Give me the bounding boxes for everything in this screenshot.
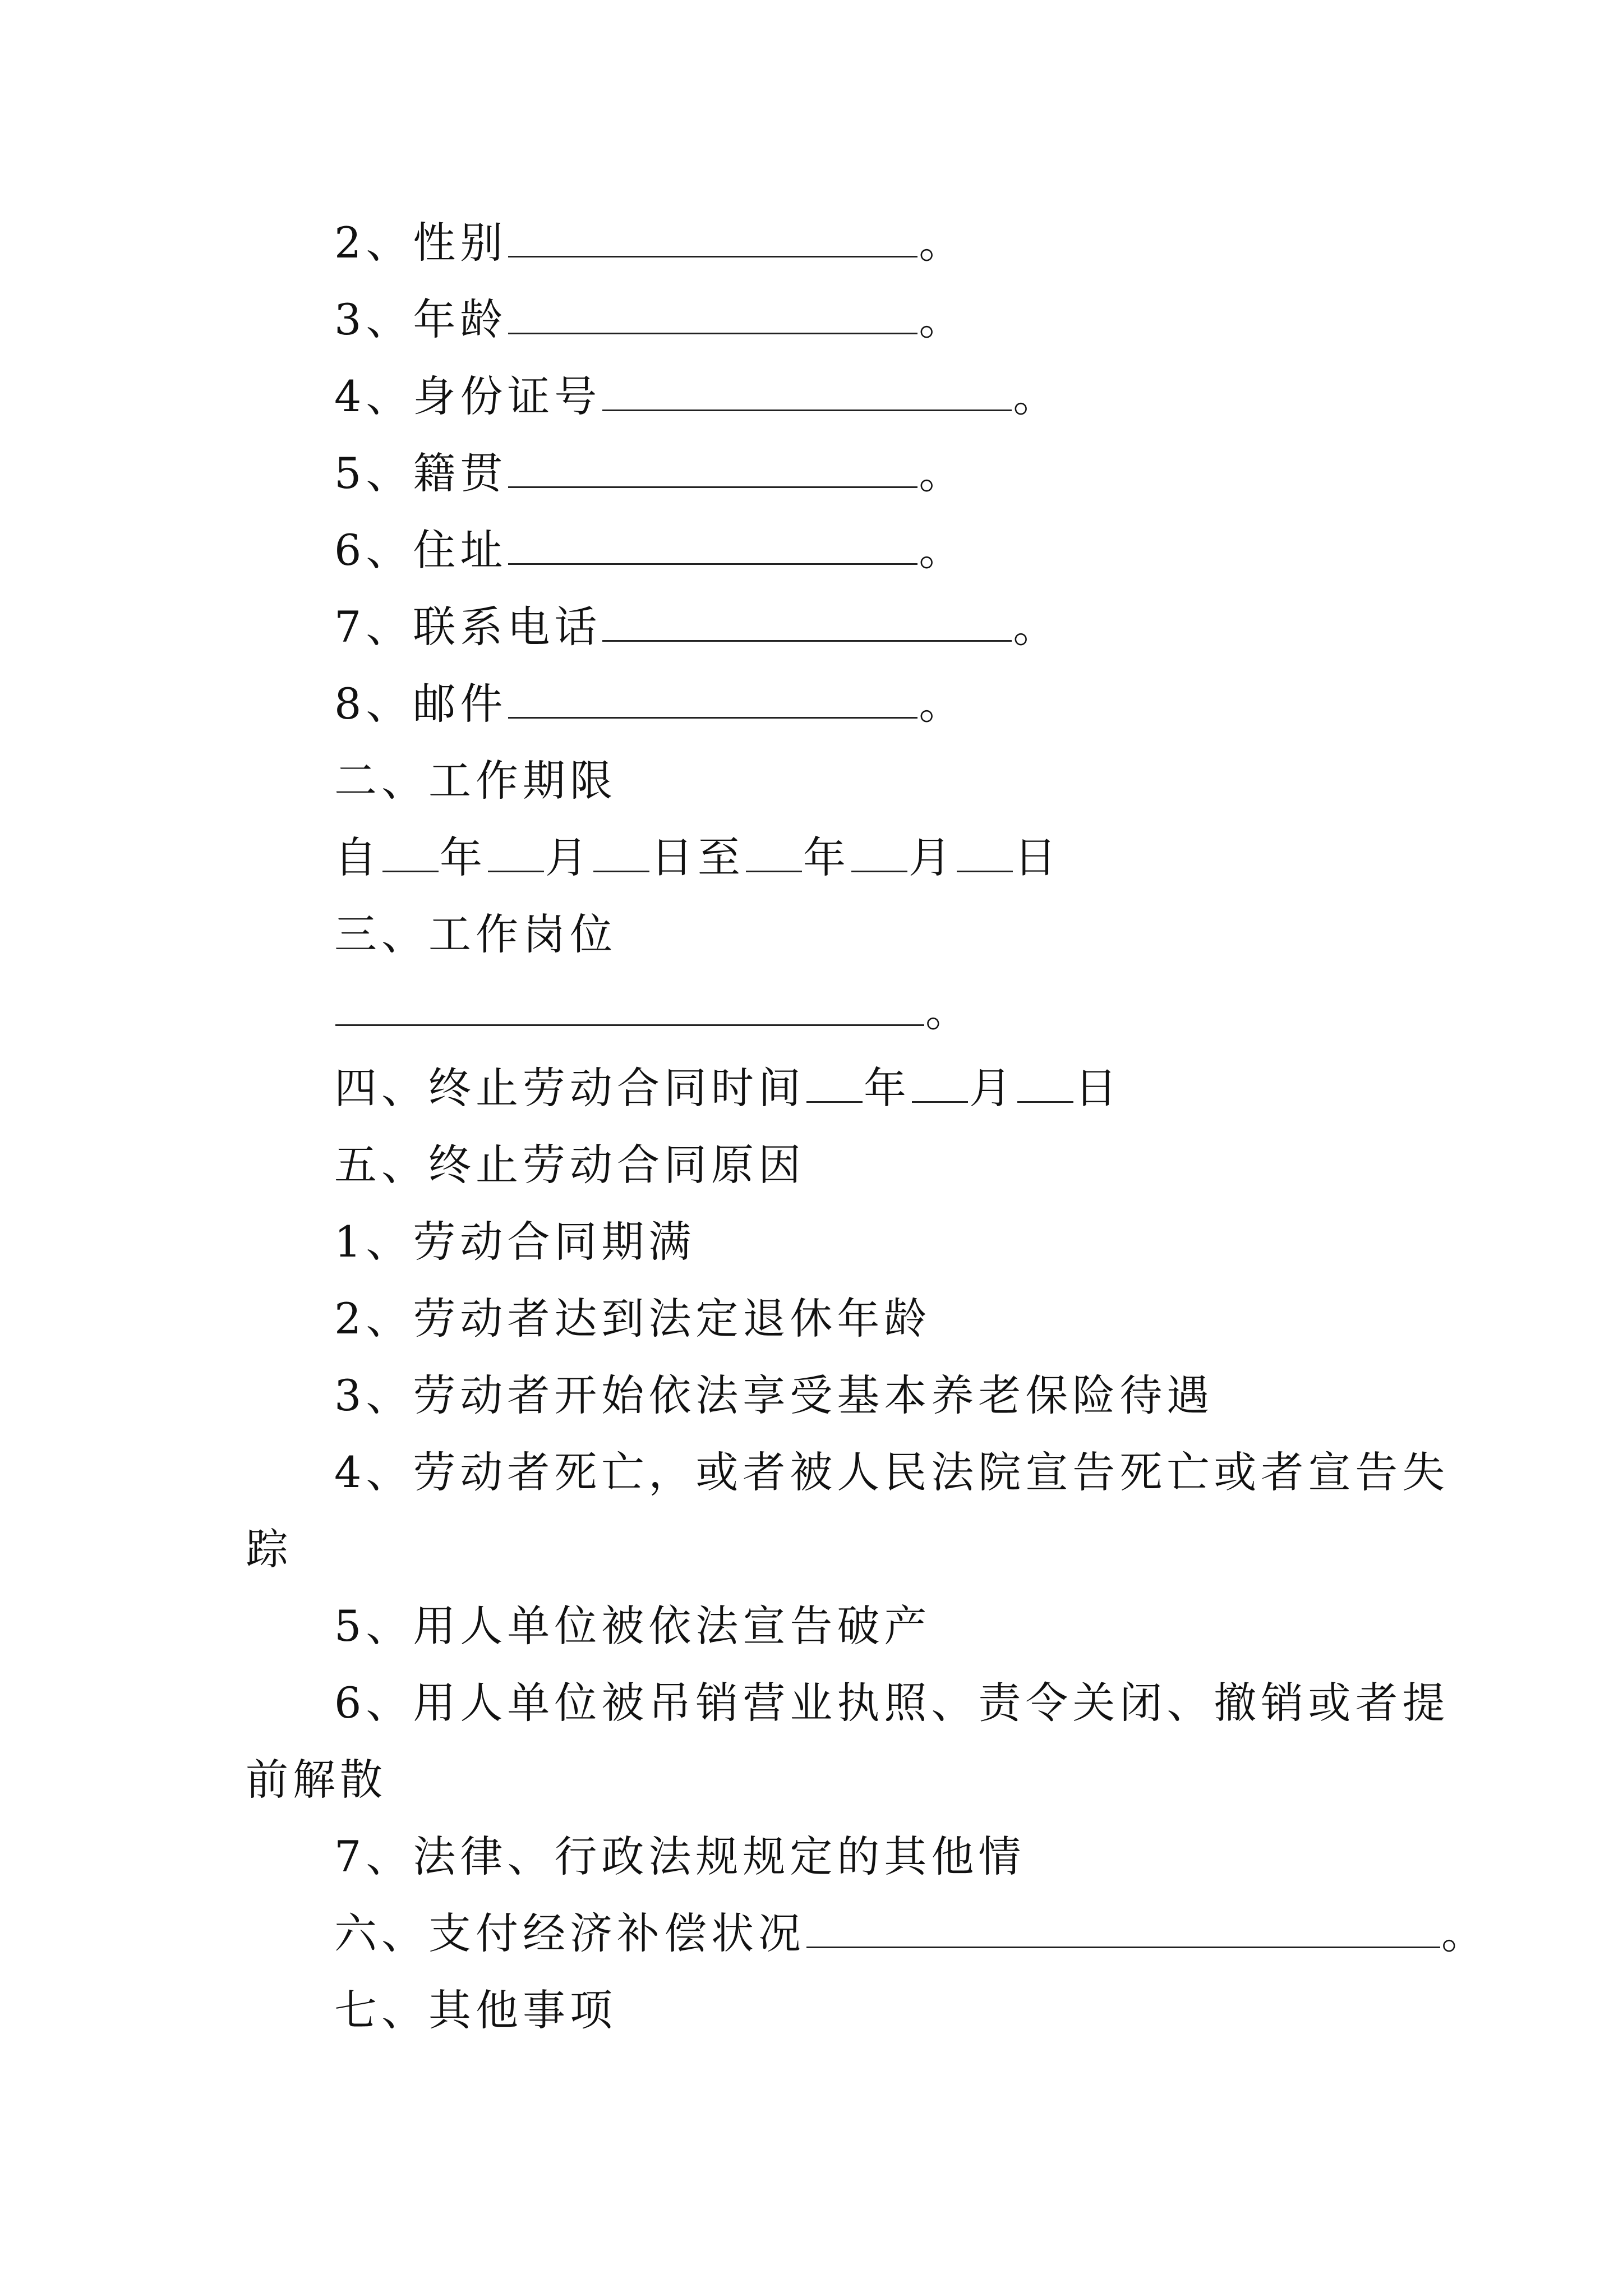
- native-place-end: 。: [919, 448, 966, 498]
- age-line: [334, 293, 966, 347]
- gender-blank[interactable]: [508, 217, 917, 257]
- compensation-line: [334, 1907, 1488, 1961]
- section3-title: 三、工作岗位: [334, 909, 617, 959]
- termination-day: 日: [1075, 1063, 1122, 1113]
- period-month2: 月: [909, 832, 956, 882]
- age-label: 3、年龄: [334, 295, 508, 344]
- section5-title: 五、终止劳动合同原因: [334, 1140, 805, 1190]
- start-year-blank[interactable]: [382, 831, 439, 872]
- age-end: 。: [919, 295, 966, 344]
- native-place-blank[interactable]: [508, 447, 917, 488]
- id-number-end: 。: [1013, 371, 1061, 421]
- work-period-line: [334, 831, 1061, 885]
- reason-item: 7、法律、行政法规规定的其他情: [334, 1832, 1026, 1881]
- job-post-line: [334, 984, 972, 1038]
- period-year1: 年: [440, 832, 487, 882]
- period-day1-to: 日至: [651, 832, 745, 882]
- termination-month-blank[interactable]: [912, 1062, 968, 1103]
- reason-item: 4、劳动者死亡，或者被人民法院宣告死亡或者宣告失: [334, 1447, 1450, 1497]
- phone-label: 7、联系电话: [334, 602, 602, 652]
- period-year2: 年: [803, 832, 850, 882]
- reason-item: 2、劳动者达到法定退休年龄: [334, 1294, 932, 1343]
- termination-month: 月: [969, 1063, 1016, 1113]
- reason-item: 3、劳动者开始依法享受基本养老保险待遇: [334, 1370, 1214, 1420]
- email-end: 。: [919, 679, 966, 729]
- address-label: 6、住址: [334, 525, 508, 575]
- id-number-line: [334, 370, 1060, 424]
- email-blank[interactable]: [508, 678, 917, 719]
- native-place-line: [334, 447, 966, 500]
- address-blank[interactable]: [508, 524, 917, 565]
- period-month1: 月: [545, 832, 592, 882]
- phone-line: [334, 600, 1060, 654]
- start-month-blank[interactable]: [488, 831, 544, 872]
- period-day2: 日: [1014, 832, 1061, 882]
- section6-title: 六、支付经济补偿状况: [334, 1908, 805, 1958]
- section4-title: 四、终止劳动合同时间: [334, 1063, 805, 1113]
- section2-title: 二、工作期限: [334, 756, 617, 806]
- compensation-blank[interactable]: [806, 1907, 1440, 1948]
- id-number-label: 4、身份证号: [334, 371, 602, 421]
- period-from: 自: [334, 832, 381, 882]
- age-blank[interactable]: [508, 293, 917, 334]
- gender-line: [334, 216, 966, 270]
- native-place-label: 5、籍贯: [334, 448, 508, 498]
- gender-end: 。: [919, 218, 966, 268]
- job-post-blank[interactable]: [335, 985, 924, 1026]
- reason-item: 5、用人单位被依法宣告破产: [334, 1601, 932, 1651]
- reason-item-continuation: 踪: [246, 1524, 293, 1574]
- end-day-blank[interactable]: [957, 831, 1013, 872]
- reason-item-continuation: 前解散: [246, 1755, 387, 1805]
- termination-year-blank[interactable]: [806, 1062, 863, 1103]
- address-line: [334, 523, 966, 577]
- reason-item: 1、劳动合同期满: [334, 1217, 696, 1267]
- id-number-blank[interactable]: [602, 370, 1012, 411]
- reason-item: 6、用人单位被吊销营业执照、责令关闭、撤销或者提: [334, 1678, 1450, 1728]
- phone-blank[interactable]: [602, 601, 1012, 642]
- gender-label: 2、性别: [334, 218, 508, 268]
- compensation-end: 。: [1441, 1908, 1488, 1958]
- end-month-blank[interactable]: [851, 831, 907, 872]
- address-end: 。: [919, 525, 966, 575]
- job-post-end: 。: [925, 986, 972, 1036]
- end-year-blank[interactable]: [746, 831, 802, 872]
- termination-day-blank[interactable]: [1017, 1062, 1073, 1103]
- phone-end: 。: [1013, 602, 1061, 652]
- email-label: 8、邮件: [334, 679, 508, 729]
- start-day-blank[interactable]: [593, 831, 649, 872]
- termination-date-line: [334, 1061, 1122, 1115]
- email-line: [334, 677, 966, 731]
- termination-year: 年: [864, 1063, 911, 1113]
- section7-title: 七、其他事项: [334, 1985, 617, 2035]
